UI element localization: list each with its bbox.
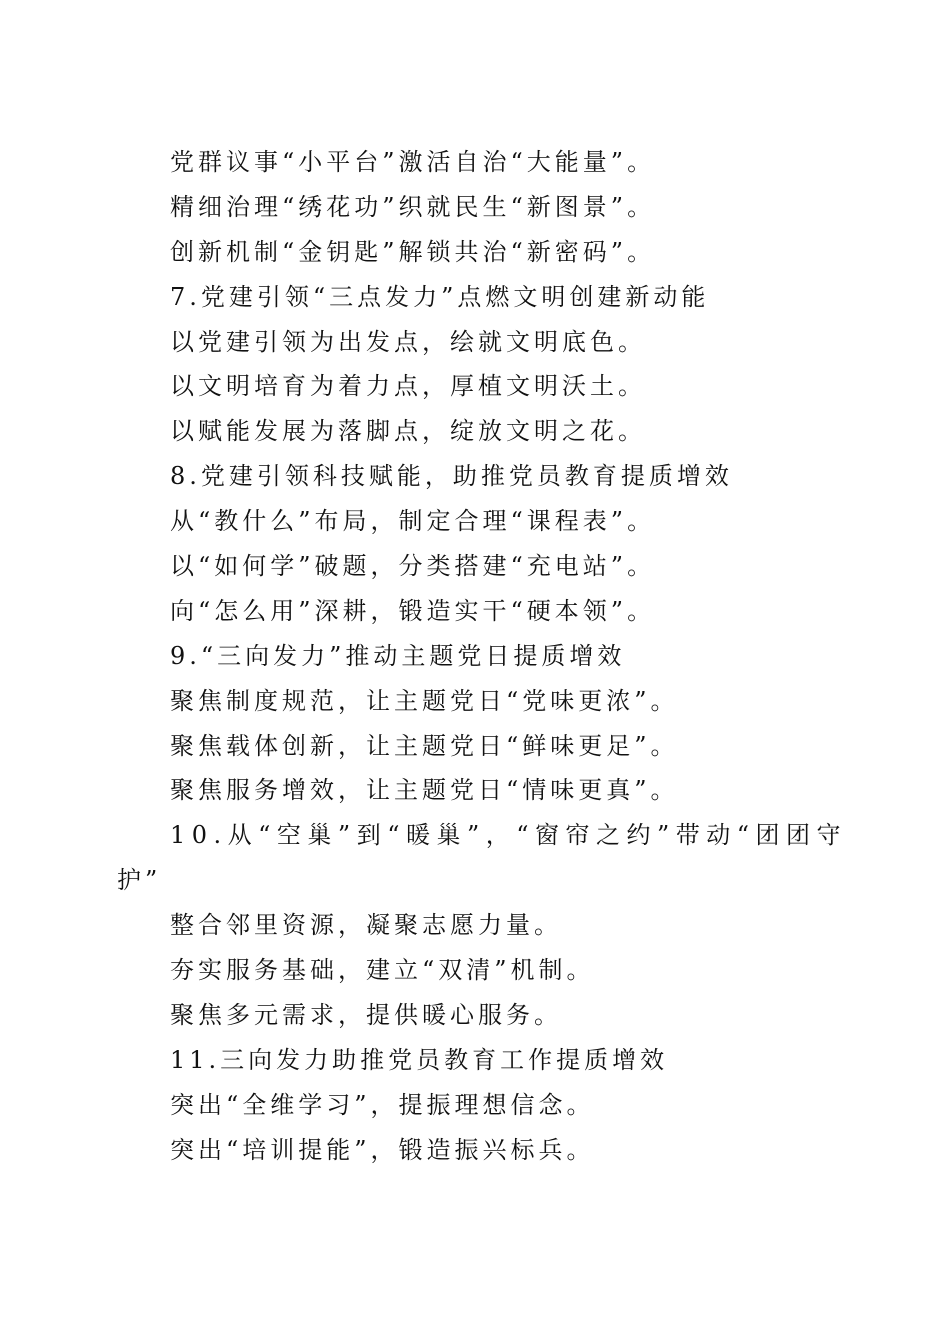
text-line: 党群议事“小平台”激活自治“大能量”。 <box>170 148 656 176</box>
text-line: 以赋能发展为落脚点，绽放文明之花。 <box>170 417 646 446</box>
text-line: 向“怎么用”深耕，锻造实干“硬本领”。 <box>170 596 656 625</box>
text-line: 聚焦多元需求，提供暖心服务。 <box>170 1000 562 1029</box>
section-heading-10: 10.从“空巢”到“暖巢”，“窗帘之约”带动“团团守 <box>170 821 848 850</box>
text-line: 创新机制“金钥匙”解锁共治“新密码”。 <box>170 237 656 266</box>
section-heading-7: 7.党建引领“三点发力”点燃文明创建新动能 <box>170 282 710 311</box>
text-line: 突出“培训提能”，锻造振兴标兵。 <box>170 1135 595 1164</box>
section-heading-10-continued: 护” <box>117 866 162 895</box>
text-line: 精细治理“绣花功”织就民生“新图景”。 <box>170 192 656 221</box>
text-line: 聚焦载体创新，让主题党日“鲜味更足”。 <box>170 731 679 760</box>
section-heading-9: 9.“三向发力”推动主题党日提质增效 <box>170 641 626 670</box>
text-line: 以“如何学”破题，分类搭建“充电站”。 <box>170 552 656 581</box>
text-line: 聚焦制度规范，让主题党日“党味更浓”。 <box>170 686 679 715</box>
text-line: 聚焦服务增效，让主题党日“情味更真”。 <box>170 776 679 805</box>
text-line: 突出“全维学习”，提振理想信念。 <box>170 1090 595 1119</box>
section-heading-8: 8.党建引领科技赋能，助推党员教育提质增效 <box>170 462 733 491</box>
text-line: 夯实服务基础，建立“双清”机制。 <box>170 956 595 985</box>
document-body <box>0 140 950 1172</box>
text-line: 整合邻里资源，凝聚志愿力量。 <box>170 911 562 940</box>
text-line: 以文明培育为着力点，厚植文明沃土。 <box>170 372 646 401</box>
text-line: 以党建引领为出发点，绘就文明底色。 <box>170 327 646 356</box>
section-heading-11: 11.三向发力助推党员教育工作提质增效 <box>170 1045 669 1074</box>
text-line: 从“教什么”布局，制定合理“课程表”。 <box>170 507 656 536</box>
